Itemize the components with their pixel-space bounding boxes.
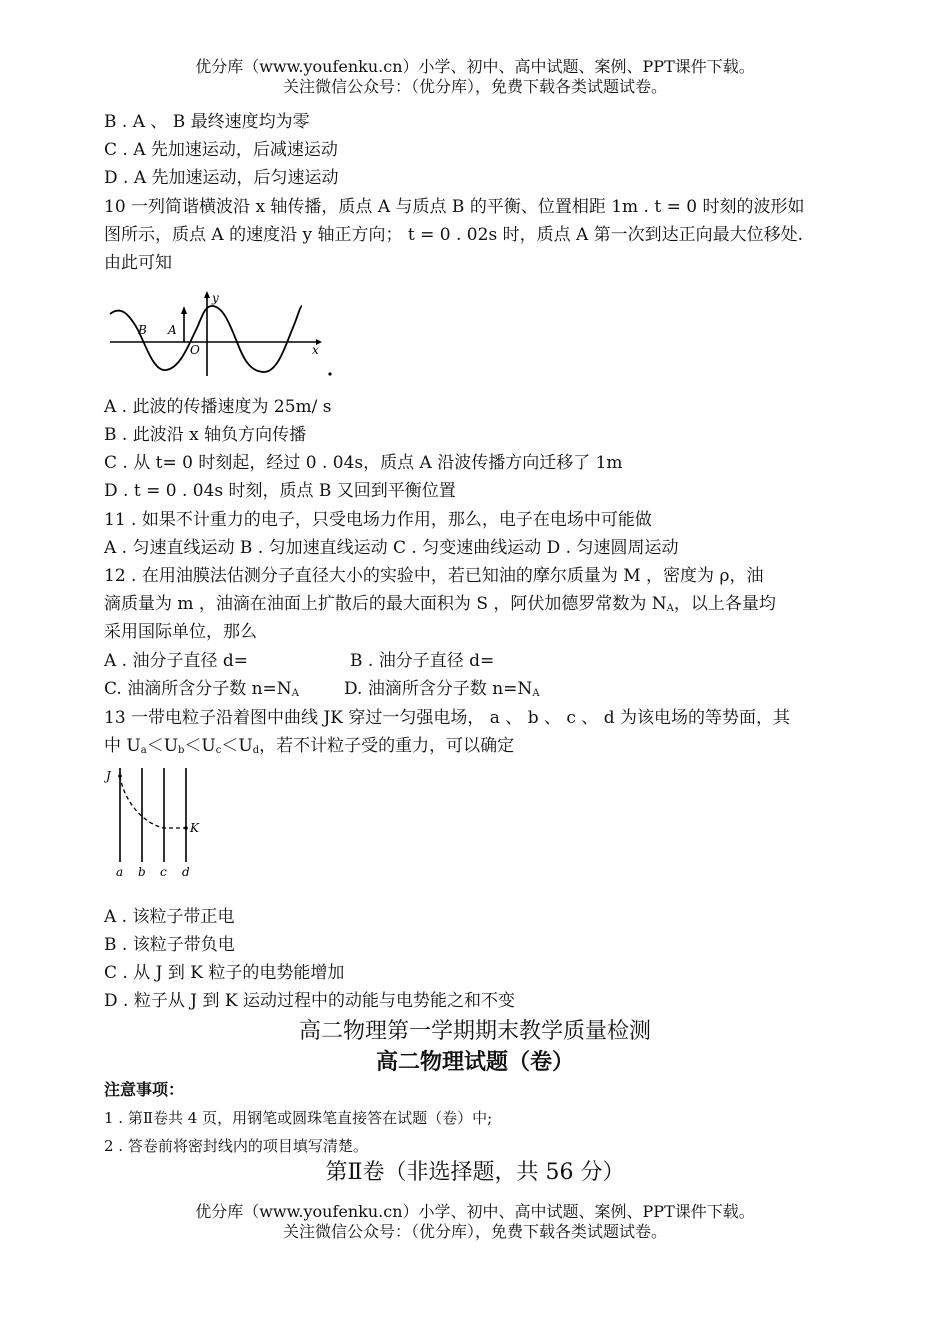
- q11-options: A . 匀速直线运动 B . 匀加速直线运动 C . 匀变速曲线运动 D . 匀速圆周运动: [104, 538, 679, 558]
- q13-option-c: C . 从 J 到 K 粒子的电势能增加: [104, 963, 345, 983]
- subscript: a: [140, 745, 147, 756]
- trajectory-jk: [120, 776, 186, 828]
- notes-label: 注意事项：: [104, 1080, 185, 1099]
- subscript: d: [252, 745, 260, 756]
- page-header-line2: 关注微信公众号：（优分库），免费下载各类试题试卷。: [282, 77, 667, 96]
- label-origin: O: [190, 343, 200, 357]
- q10-wave-figure: [104, 284, 339, 379]
- point-k: [184, 826, 188, 830]
- text: ＜U: [146, 736, 179, 756]
- label-j: J: [106, 769, 111, 783]
- label-point-a: A: [168, 323, 177, 337]
- y-axis-arrow: [204, 291, 210, 298]
- text: 中 U: [104, 736, 141, 756]
- q10-option-b: B . 此波沿 x 轴负方向传播: [104, 425, 307, 445]
- stray-dot: [328, 372, 331, 375]
- q13-option-d: D . 粒子从 J 到 K 运动过程中的动能与电势能之和不变: [104, 991, 515, 1011]
- q12-stem-line2: [104, 592, 776, 621]
- note-2: 2 . 答卷前将密封线内的项目填写清楚。: [104, 1137, 368, 1155]
- q13-stem-line2: [104, 734, 514, 763]
- label-k: K: [190, 821, 199, 835]
- part-title: 第Ⅱ卷（非选择题，共 56 分）: [325, 1160, 625, 1185]
- subscript: A: [291, 688, 299, 699]
- text: ＜U: [221, 736, 253, 756]
- q9-option-b: B . A 、 B 最终速度均为零: [104, 112, 310, 132]
- subscript: c: [215, 745, 222, 756]
- q12-option-d: [344, 677, 540, 706]
- q10-stem-line3: 由此可知: [104, 253, 172, 273]
- q12-option-c-text: C. 油滴所含分子数 n=N: [104, 679, 292, 699]
- q10-option-c: C . 从 t= 0 时刻起，经过 0 . 04s，质点 A 沿波传播方向迁移了 1m: [104, 453, 623, 473]
- text: ，若不计粒子受的重力，可以确定: [259, 736, 515, 756]
- q12-option-d-text: D. 油滴所含分子数 n=N: [344, 679, 533, 699]
- label-c: c: [160, 865, 167, 879]
- q12-option-a: A . 油分子直径 d=: [104, 651, 249, 671]
- point-a-arrowhead: [181, 306, 187, 314]
- q10-option-a: A . 此波的传播速度为 25m/ s: [104, 397, 332, 417]
- subscript: A: [532, 688, 540, 699]
- q12-stem-line3: 采用国际单位，那么: [104, 622, 257, 642]
- q13-field-figure: [104, 762, 214, 884]
- point-j: [118, 774, 122, 778]
- q12-option-c: [104, 677, 299, 706]
- label-y: y: [212, 291, 219, 305]
- q12-stem-line2-tail: ，以上各量均: [673, 594, 776, 614]
- page-footer-line2: 关注微信公众号：（优分库），免费下载各类试题试卷。: [282, 1222, 667, 1241]
- q9-option-c: C . A 先加速运动，后减速运动: [104, 140, 338, 160]
- q13-option-a: A . 该粒子带正电: [104, 907, 235, 927]
- section-subtitle: 高二物理试题（卷）: [375, 1049, 574, 1075]
- q9-option-d: D . A 先加速运动，后匀速运动: [104, 168, 339, 188]
- label-d: d: [182, 865, 190, 879]
- q10-option-d: D . t = 0 . 04s 时刻，质点 B 又回到平衡位置: [104, 481, 456, 501]
- q13-option-b: B . 该粒子带负电: [104, 935, 235, 955]
- label-point-b: B: [138, 323, 147, 337]
- page-footer-line1: 优分库（www.youfenku.cn）小学、初中、高中试题、案例、PPT课件下载。: [195, 1202, 755, 1221]
- q13-stem-line1: 13 一带电粒子沿着图中曲线 JK 穿过一匀强电场， a 、 b 、 c 、 d 为该电场的等势面，其: [104, 708, 791, 728]
- note-1: 1 . 第Ⅱ卷共 4 页，用钢笔或圆珠笔直接答在试题（卷）中;: [104, 1109, 493, 1127]
- q12-stem-line2-text: 滴质量为 m ，油滴在油面上扩散后的最大面积为 S ，阿伏加德罗常数为 N: [104, 594, 667, 614]
- q11-stem: 11 . 如果不计重力的电子，只受电场力作用，那么，电子在电场中可能做: [104, 510, 652, 530]
- q12-stem-line1: 12 . 在用油膜法估测分子直径大小的实验中，若已知油的摩尔质量为 M ，密度为 ρ，油: [104, 566, 764, 586]
- subscript: b: [178, 745, 185, 756]
- section-title: 高二物理第一学期期末教学质量检测: [298, 1019, 651, 1044]
- label-b: b: [138, 865, 146, 879]
- label-a: a: [116, 865, 124, 879]
- page-header-line1: 优分库（www.youfenku.cn）小学、初中、高中试题、案例、PPT课件下载。: [195, 57, 755, 76]
- subscript: A: [666, 603, 674, 614]
- q10-stem-line2: 图所示，质点 A 的速度沿 y 轴正方向； t = 0 . 02s 时，质点 A 第一次到达正向最大位移处.: [104, 225, 804, 245]
- q12-option-b: B . 油分子直径 d=: [350, 651, 495, 671]
- q10-stem-line1: 10 一列简谐横波沿 x 轴传播，质点 A 与质点 B 的平衡、位置相距 1m . t = 0 时刻的波形如: [104, 197, 805, 217]
- wave-curve: [110, 306, 302, 372]
- text: ＜U: [184, 736, 216, 756]
- label-x: x: [312, 343, 319, 357]
